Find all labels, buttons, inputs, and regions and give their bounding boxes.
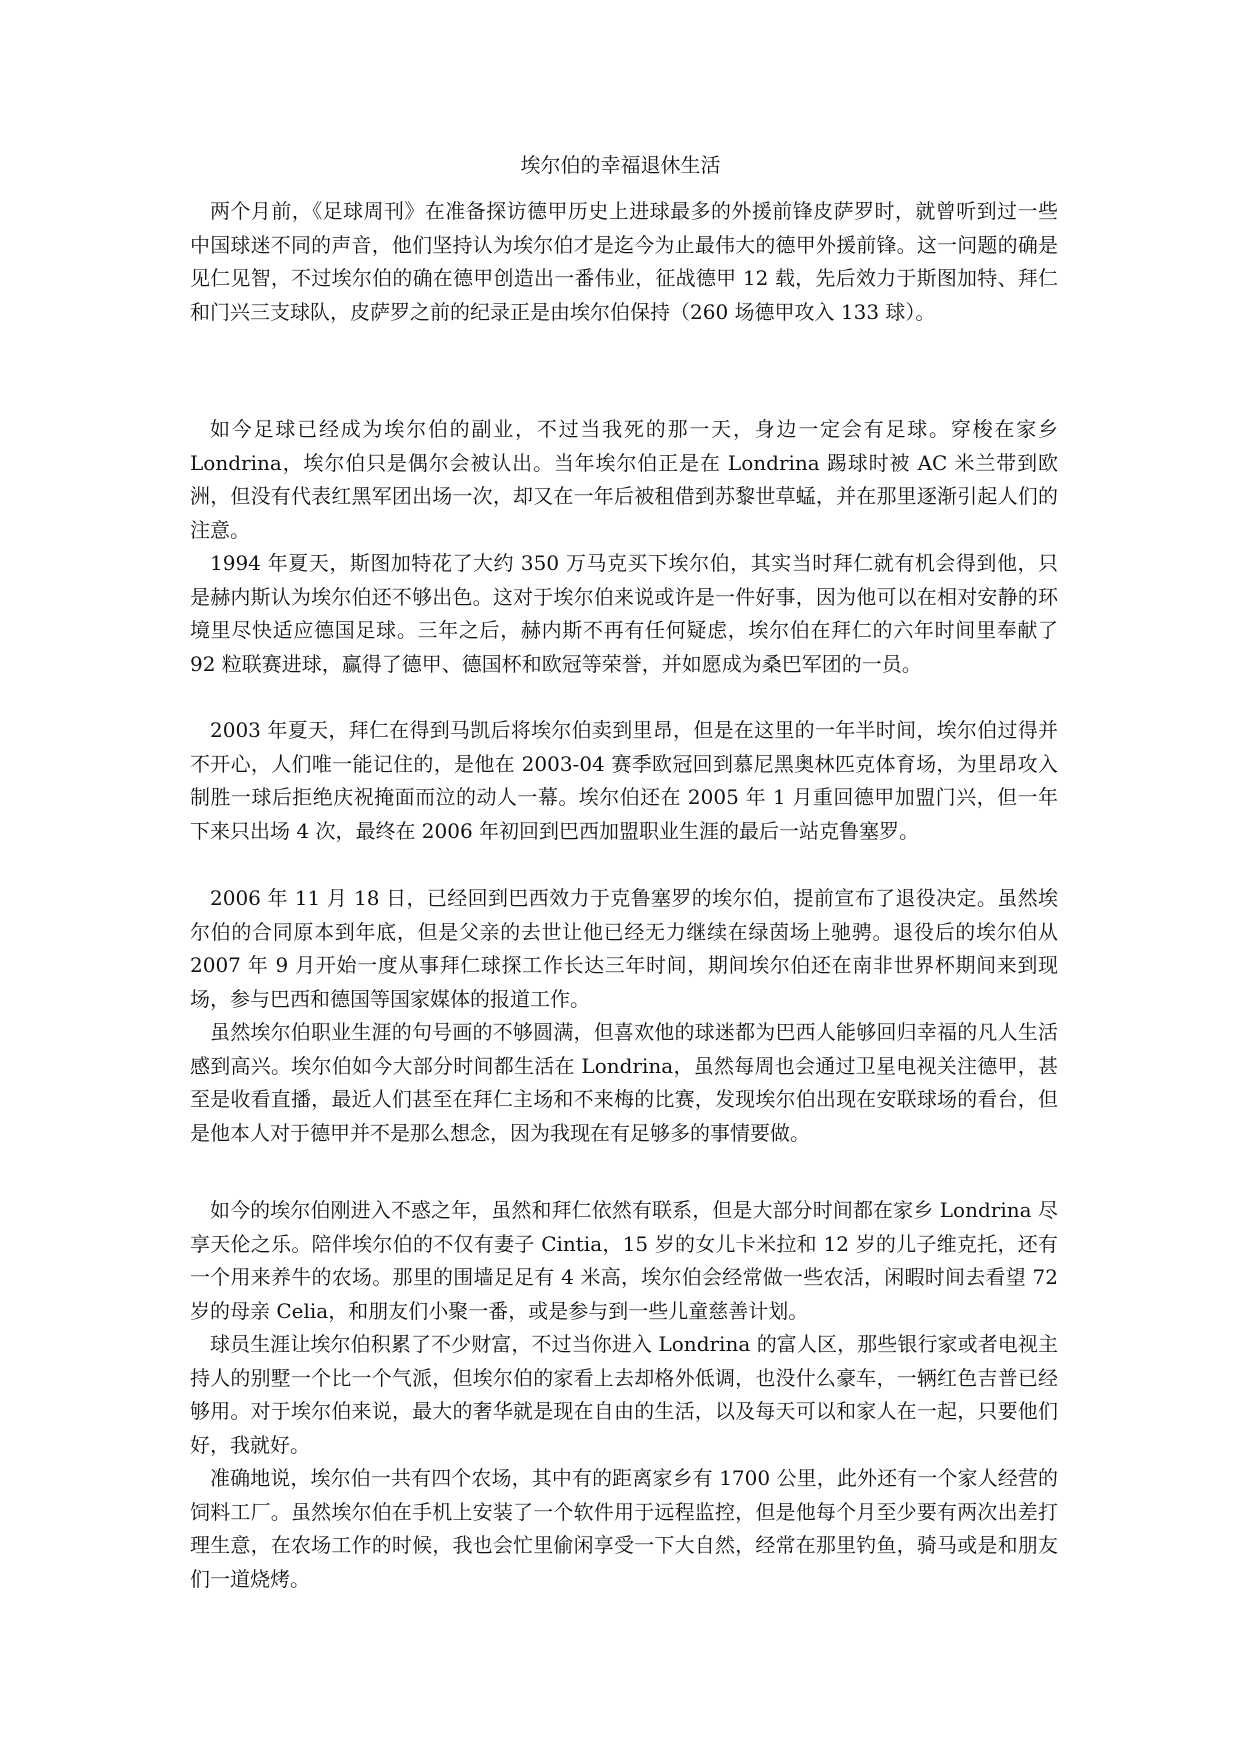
paragraph-5: 2006 年 11 月 18 日，已经回到巴西效力于克鲁塞罗的埃尔伯，提前宣布了退役决定。虽然埃尔伯的合同原本到年底，但是父亲的去世让他已经无力继续在绿茵场上驰骋。退役后的埃尔伯从 2007 年 9 月开始一度从事拜仁球探工作长达三年时间，期间埃尔伯还在南非世界杯期间来到现场，参与巴西和德国等国家媒体的报道工作。	[190, 886, 1058, 1011]
paragraph-7: 如今的埃尔伯刚进入不惑之年，虽然和拜仁依然有联系，但是大部分时间都在家乡 Londrina 尽享天伦之乐。陪伴埃尔伯的不仅有妻子 Cintia，15 岁的女儿卡米拉和 12 岁的儿子维克托，还有一个用来养牛的农场。那里的围墙足足有 4 米高，埃尔伯会经常做一些农活，闲暇时间去看望 72 岁的母亲 Celia，和朋友们小聚一番，或是参与到一些儿童慈善计划。	[190, 1198, 1058, 1323]
paragraph-3: 1994 年夏天，斯图加特花了大约 350 万马克买下埃尔伯，其实当时拜仁就有机会得到他，只是赫内斯认为埃尔伯还不够出色。这对于埃尔伯来说或许是一件好事，因为他可以在相对安静的环境里尽快适应德国足球。三年之后，赫内斯不再有任何疑虑，埃尔伯在拜仁的六年时间里奉献了 92 粒联赛进球，赢得了德甲、德国杯和欧冠等荣誉，并如愿成为桑巴军团的一员。	[190, 551, 1058, 676]
paragraph-6: 虽然埃尔伯职业生涯的句号画的不够圆满，但喜欢他的球迷都为巴西人能够回归幸福的凡人生活感到高兴。埃尔伯如今大部分时间都生活在 Londrina，虽然每周也会通过卫星电视关注德甲，甚至是收看直播，最近人们甚至在拜仁主场和不来梅的比赛，发现埃尔伯出现在安联球场的看台，但是他本人对于德甲并不是那么想念，因为我现在有足够多的事情要做。	[190, 1020, 1058, 1145]
paragraph-9: 准确地说，埃尔伯一共有四个农场，其中有的距离家乡有 1700 公里，此外还有一个家人经营的饲料工厂。虽然埃尔伯在手机上安装了一个软件用于远程监控，但是他每个月至少要有两次出差打理生意，在农场工作的时候，我也会忙里偷闲享受一下大自然，经常在那里钓鱼，骑马或是和朋友们一道烧烤。	[190, 1466, 1058, 1591]
paragraph-2: 如今足球已经成为埃尔伯的副业，不过当我死的那一天，身边一定会有足球。穿梭在家乡 Londrina，埃尔伯只是偶尔会被认出。当年埃尔伯正是在 Londrina 踢球时被 AC 米兰带到欧洲，但没有代表红黑军团出场一次，却又在一年后被租借到苏黎世草蜢，并在那里逐渐引起人们的注意。	[190, 417, 1058, 542]
paragraph-8: 球员生涯让埃尔伯积累了不少财富，不过当你进入 Londrina 的富人区，那些银行家或者电视主持人的别墅一个比一个气派，但埃尔伯的家看上去却格外低调，也没什么豪车，一辆红色吉普已经够用。对于埃尔伯来说，最大的奢华就是现在自由的生活，以及每天可以和家人在一起，只要他们好，我就好。	[190, 1332, 1058, 1457]
document-title: 埃尔伯的幸福退休生活	[520, 153, 721, 177]
paragraph-4: 2003 年夏天，拜仁在得到马凯后将埃尔伯卖到里昂，但是在这里的一年半时间，埃尔伯过得并不开心，人们唯一能记住的，是他在 2003-04 赛季欧冠回到慕尼黑奥林匹克体育场，为里昂攻入制胜一球后拒绝庆祝掩面而泣的动人一幕。埃尔伯还在 2005 年 1 月重回德甲加盟门兴，但一年下来只出场 4 次，最终在 2006 年初回到巴西加盟职业生涯的最后一站克鲁塞罗。	[190, 718, 1058, 843]
paragraph-1: 两个月前，《足球周刊》在准备探访德甲历史上进球最多的外援前锋皮萨罗时，就曾听到过一些中国球迷不同的声音，他们坚持认为埃尔伯才是迄今为止最伟大的德甲外援前锋。这一问题的确是见仁见智，不过埃尔伯的确在德甲创造出一番伟业，征战德甲 12 载，先后效力于斯图加特、拜仁和门兴三支球队，皮萨罗之前的纪录正是由埃尔伯保持（260 场德甲攻入 133 球）。	[190, 199, 1058, 324]
